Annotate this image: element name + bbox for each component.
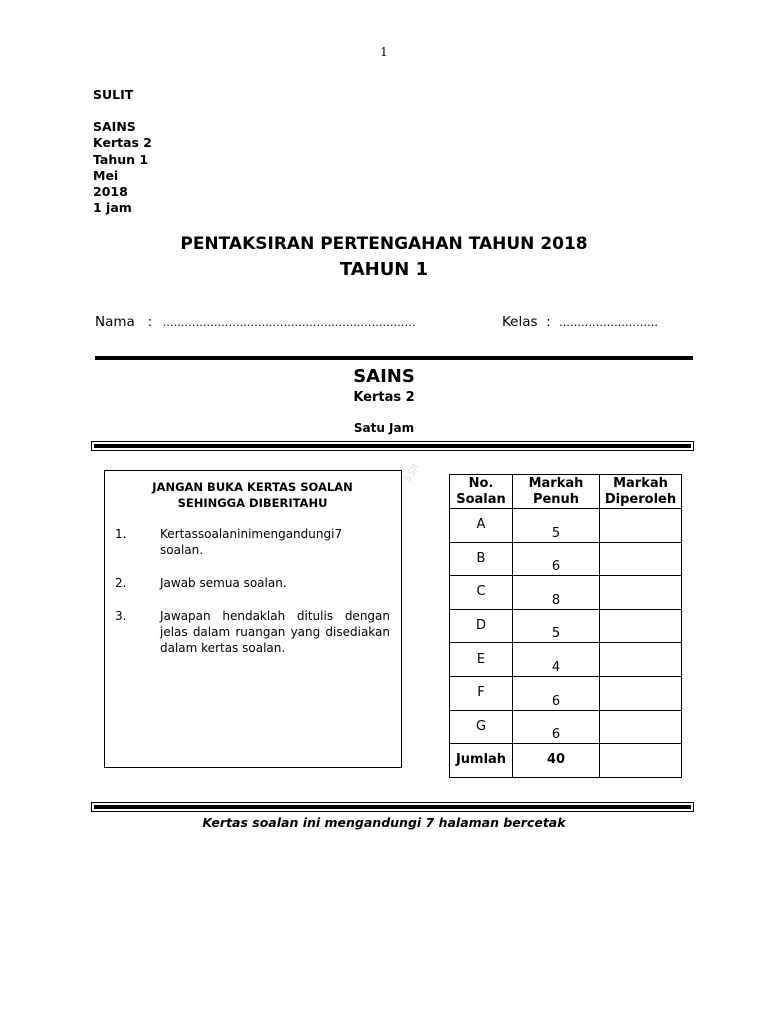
marks-table-header [450, 475, 682, 509]
meta-duration: 1 jam [93, 200, 132, 216]
question-cell: D [450, 609, 513, 643]
thick-divider [95, 356, 693, 360]
obtained-marks-cell[interactable] [600, 676, 682, 710]
full-marks-cell: 4 [513, 643, 600, 677]
question-cell: E [450, 643, 513, 677]
marks-table [449, 474, 682, 778]
table-row [450, 509, 682, 543]
subject-duration: Satu Jam [353, 421, 415, 435]
obtained-marks-cell[interactable] [600, 609, 682, 643]
obtained-marks-cell[interactable] [600, 542, 682, 576]
question-cell: C [450, 576, 513, 610]
total-obtained-marks[interactable] [600, 744, 682, 778]
full-marks-cell: 5 [513, 609, 600, 643]
total-label: Jumlah [450, 744, 513, 778]
watermark: SSR [402, 461, 423, 485]
exam-level: TAHUN 1 [339, 259, 429, 280]
meta-paper: Kertas 2 [93, 135, 153, 151]
name-field[interactable] [95, 314, 416, 330]
obtained-marks-cell[interactable] [600, 710, 682, 744]
table-row [450, 710, 682, 744]
question-cell: G [450, 710, 513, 744]
table-row [450, 676, 682, 710]
table-row [450, 609, 682, 643]
classification-label: SULIT [93, 87, 134, 102]
name-dots: …………………………………………………………… [162, 316, 416, 329]
page-number: 1 [380, 45, 388, 59]
question-cell: F [450, 676, 513, 710]
instruction-number: 2. [115, 576, 127, 590]
double-divider-bottom [91, 802, 694, 812]
instructions-title: JANGAN BUKA KERTAS SOALAN SEHINGGA DIBERITAHU [152, 480, 353, 510]
full-marks-cell: 6 [513, 710, 600, 744]
table-row [450, 643, 682, 677]
subject-name: SAINS [353, 366, 415, 387]
header-full-marks: Markah Penuh [513, 475, 600, 509]
double-divider-top [91, 441, 694, 451]
obtained-marks-cell[interactable] [600, 509, 682, 543]
meta-year-level: Tahun 1 [93, 151, 149, 167]
full-marks-cell: 5 [513, 509, 600, 543]
instruction-number: 3. [115, 609, 127, 623]
instruction-text: Jawapan hendaklah ditulis dengan jelas dalam ruangan yang disediakan dalam kertas soalan. [160, 609, 390, 655]
obtained-marks-cell[interactable] [600, 576, 682, 610]
exam-meta [93, 119, 152, 217]
name-label: Nama : [95, 314, 153, 330]
meta-month: Mei [93, 167, 119, 183]
total-full-marks: 40 [513, 744, 600, 778]
meta-subject: SAINS [93, 119, 136, 134]
class-label: Kelas : [502, 314, 551, 330]
page-count-note: Kertas soalan ini mengandungi 7 halaman bercetak [202, 815, 566, 830]
instruction-text: Kertassoalaninimengandungi7 soalan. [160, 527, 343, 557]
full-marks-cell: 6 [513, 676, 600, 710]
subject-paper: Kertas 2 [353, 390, 415, 405]
exam-title: PENTAKSIRAN PERTENGAHAN TAHUN 2018 [180, 234, 588, 254]
full-marks-cell: 6 [513, 542, 600, 576]
header-marks-obtained: Markah Diperoleh [600, 475, 682, 509]
table-row [450, 542, 682, 576]
instruction-text: Jawab semua soalan. [160, 576, 287, 590]
class-dots: ……………………… [558, 316, 658, 329]
header-question-no: No. Soalan [450, 475, 513, 509]
class-field[interactable] [502, 314, 658, 330]
full-marks-cell: 8 [513, 576, 600, 610]
question-cell: B [450, 542, 513, 576]
question-cell: A [450, 509, 513, 543]
table-row [450, 576, 682, 610]
total-row [450, 744, 682, 778]
instruction-number: 1. [115, 527, 127, 541]
meta-year: 2018 [93, 184, 128, 200]
obtained-marks-cell[interactable] [600, 643, 682, 677]
instructions-box [104, 470, 402, 768]
